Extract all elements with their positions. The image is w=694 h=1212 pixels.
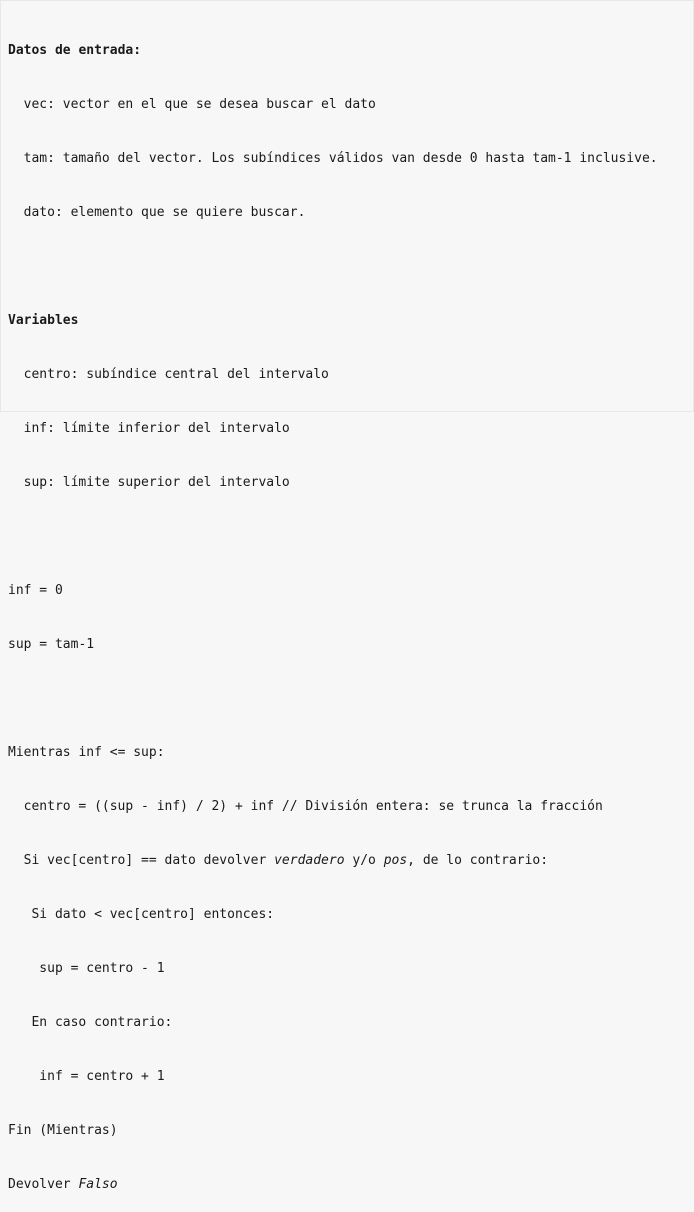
if-found-suffix: , de lo contrario: <box>407 853 549 868</box>
variables-heading: Variables <box>8 313 79 328</box>
init-inf-line: inf = 0 <box>8 583 63 598</box>
input-vec-description: vec: vector en el que se desea buscar el dato <box>23 97 376 112</box>
if-found-prefix: Si vec[centro] == dato devolver <box>23 853 275 868</box>
while-line: Mientras inf <= sup: <box>8 745 165 760</box>
variable-centro-description: centro: subíndice central del intervalo <box>23 367 329 382</box>
variable-inf-description: inf: límite inferior del intervalo <box>23 421 290 436</box>
true-value: verdadero <box>274 853 345 868</box>
input-dato-description: dato: elemento que se quiere buscar. <box>23 205 306 220</box>
pseudocode-block <box>8 6 658 1212</box>
sup-update-line: sup = centro - 1 <box>39 961 165 976</box>
init-sup-line: sup = tam-1 <box>8 637 95 652</box>
input-tam-description: tam: tamaño del vector. Los subíndices válidos van desde 0 hasta tam-1 inclusive. <box>23 151 658 166</box>
if-found-mid: y/o <box>344 853 384 868</box>
input-data-heading: Datos de entrada: <box>8 43 142 58</box>
else-line: En caso contrario: <box>31 1015 173 1030</box>
false-value: Falso <box>78 1177 118 1192</box>
inf-update-line: inf = centro + 1 <box>39 1069 165 1084</box>
blank-line <box>8 258 658 276</box>
return-line <box>8 1176 658 1194</box>
centro-calc-line: centro = ((sup - inf) / 2) + inf // División entera: se trunca la fracción <box>23 799 603 814</box>
return-prefix: Devolver <box>8 1177 79 1192</box>
if-less-line: Si dato < vec[centro] entonces: <box>31 907 275 922</box>
if-found-line <box>8 852 658 870</box>
blank-line <box>8 690 658 708</box>
blank-line <box>8 528 658 546</box>
pos-value: pos <box>383 853 408 868</box>
variable-sup-description: sup: límite superior del intervalo <box>23 475 290 490</box>
end-while-line: Fin (Mientras) <box>8 1123 118 1138</box>
